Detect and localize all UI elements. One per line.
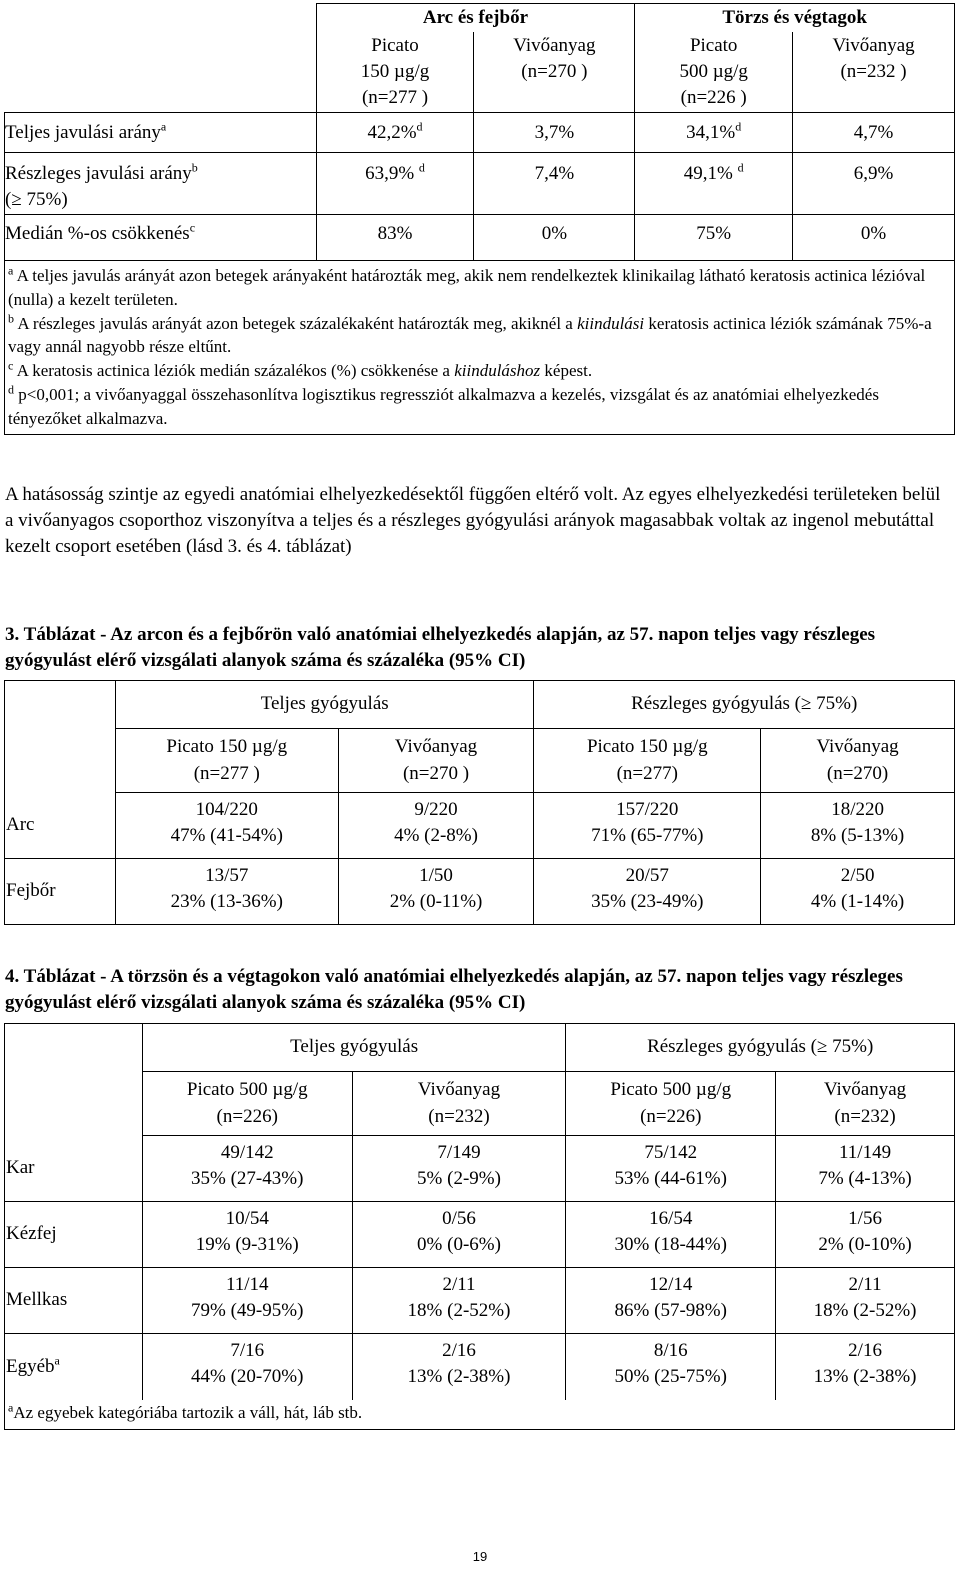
table-cell: 42,2%$^d$ bbox=[316, 113, 474, 153]
table-footnote: $^a$Az egyebek kategóriába tartozik a váll, hát, láb stb. bbox=[5, 1400, 955, 1430]
col-header-line: Picato bbox=[689, 35, 738, 57]
col-header-vehicle-270 bbox=[474, 32, 635, 113]
col-header-picato-150 bbox=[115, 729, 338, 793]
col-header-line: (n=226 ) bbox=[680, 87, 747, 109]
table-cell: 20/57 35% (23-49%) bbox=[534, 859, 761, 925]
row-label: Arc bbox=[5, 793, 116, 859]
table3-caption: 3. Táblázat - Az arcon és a fejbőrön való anatómiai elhelyezkedés alapján, az 57. napon teljes vagy részleges gyógyulást elérő vizsgálati alanyok száma és százaléka (95% CI) bbox=[5, 624, 876, 672]
col-header-line: Vivőanyag bbox=[832, 35, 915, 57]
table-cell: 9/220 4% (2-8%) bbox=[338, 793, 534, 859]
table-cell: 0/56 0% (0-6%) bbox=[352, 1202, 566, 1268]
table-cell: 2/11 18% (2-52%) bbox=[776, 1268, 955, 1334]
col-header-picato-150 bbox=[534, 729, 761, 793]
col-header-line: Picato bbox=[371, 35, 419, 57]
footnote-d: $^d$ p<0,001; a vivőanyaggal összehasonlítva logisztikus regressziót alkalmazva a kezelés, vizsgálat és az anatómiai elhelyezkedés tényezőket alkalmazva. bbox=[8, 382, 879, 428]
table3-face-scalp bbox=[4, 680, 955, 925]
col-header-line: (n=226) bbox=[216, 1105, 278, 1127]
table-cell: 10/54 19% (9-31%) bbox=[142, 1202, 352, 1268]
table-cell: 12/14 86% (57-98%) bbox=[566, 1268, 776, 1334]
col-header-line: (n=232) bbox=[834, 1105, 896, 1127]
table-row bbox=[5, 1202, 955, 1268]
table-row bbox=[5, 1268, 955, 1334]
table-cell: 0% bbox=[793, 215, 955, 261]
footnote-c: $^c$ A keratosis actinica léziók medián százalékos (%) csökkenése a kiinduláshoz képest. bbox=[8, 358, 593, 381]
table-cell: 75% bbox=[635, 215, 793, 261]
table-cell: 49,1% $^d$ bbox=[635, 153, 793, 215]
col-header-picato-500 bbox=[566, 1072, 776, 1136]
col-header-line: Vivőanyag bbox=[417, 1079, 501, 1101]
col-header-line: Vivőanyag bbox=[816, 736, 899, 758]
row-label: Fejbőr bbox=[5, 859, 116, 925]
col-header-line: (n=277 ) bbox=[361, 87, 429, 109]
table-cell: 7/16 44% (20-70%) bbox=[142, 1334, 352, 1400]
table-cell: 1/56 2% (0-10%) bbox=[776, 1202, 955, 1268]
table-cell: 2/16 13% (2-38%) bbox=[352, 1334, 566, 1400]
table-cell: 49/142 35% (27-43%) bbox=[142, 1136, 352, 1202]
footnote-b: $^b$ A részleges javulás arányát azon betegek százalékaként határozták meg, akiknél a kiindulási keratosis actinica léziók számának 75%-a vagy annál nagyobb része eltűnt. bbox=[8, 311, 932, 357]
table4-caption: 4. Táblázat - A törzsön és a végtagokon való anatómiai elhelyezkedés alapján, az 57. napon teljes vagy részleges gyógyulást elérő vizsgálati alanyok száma és százaléka (95% CI) bbox=[5, 966, 903, 1014]
table-row bbox=[5, 793, 955, 859]
table-row bbox=[5, 1334, 955, 1400]
page-number: 19 bbox=[472, 1549, 488, 1564]
efficacy-table bbox=[4, 3, 955, 435]
group-header-trunk-extremities: Törzs és végtagok bbox=[635, 4, 955, 33]
col-header-vehicle bbox=[761, 729, 955, 793]
col-header-line: Picato 500 µg/g bbox=[186, 1079, 308, 1101]
table-cell: 11/149 7% (4-13%) bbox=[776, 1136, 955, 1202]
table-cell: 4,7% bbox=[793, 113, 955, 153]
table-cell: 8/16 50% (25-75%) bbox=[566, 1334, 776, 1400]
body-paragraph: A hatásosság szintje az egyedi anatómiai elhelyezkedésektől függően eltérő volt. Az egyes elhelyezkedési területeken belül a vivőanyagos csoporthoz viszonyítva a teljes és a részleges gyógyulási arányok magasabbak voltak az ingenol mebutáttal kezelt csoport esetében (lásd 3. és 4. táblázat) bbox=[5, 484, 941, 558]
row-label: Medián %-os csökkenés$^c$ bbox=[5, 215, 317, 261]
table-cell: 104/220 47% (41-54%) bbox=[115, 793, 338, 859]
footnote-a: $^a$ A teljes javulás arányát azon betegek arányaként határozták meg, akik nem rendelkeztek klinikailag látható keratosis actinica lézióval (nulla) a kezelt területen. bbox=[8, 263, 926, 309]
group-header-complete: Teljes gyógyulás bbox=[115, 681, 534, 729]
col-header-line: (n=232 ) bbox=[840, 61, 907, 83]
row-label: Kézfej bbox=[5, 1202, 143, 1268]
col-header-picato-500 bbox=[142, 1072, 352, 1136]
row-label: Teljes javulási arány$^a$ bbox=[5, 113, 317, 153]
col-header-line: (n=270 ) bbox=[402, 762, 470, 784]
table-cell: 2/11 18% (2-52%) bbox=[352, 1268, 566, 1334]
table-cell: 11/14 79% (49-95%) bbox=[142, 1268, 352, 1334]
row-label: Egyéb$^a$ bbox=[5, 1334, 143, 1400]
group-header-partial: Részleges gyógyulás (≥ 75%) bbox=[534, 681, 955, 729]
col-header-line: (n=277) bbox=[616, 762, 678, 784]
col-header-line: (n=270 ) bbox=[521, 61, 588, 83]
col-header-line: (n=277 ) bbox=[193, 762, 260, 784]
table-row bbox=[5, 1136, 955, 1202]
col-header-picato-150 bbox=[316, 32, 474, 113]
table-cell: 2/16 13% (2-38%) bbox=[776, 1334, 955, 1400]
table-cell: 7/149 5% (2-9%) bbox=[352, 1136, 566, 1202]
table-cell: 3,7% bbox=[474, 113, 635, 153]
table-cell: 34,1%$^d$ bbox=[635, 113, 793, 153]
table-cell: 0% bbox=[474, 215, 635, 261]
row-label-line2: (≥ 75%) bbox=[5, 189, 68, 211]
col-header-line: Vivőanyag bbox=[513, 35, 596, 57]
table-cell: 7,4% bbox=[474, 153, 635, 215]
col-header-vehicle bbox=[352, 1072, 566, 1136]
row-label: Mellkas bbox=[5, 1268, 143, 1334]
group-header-face-scalp: Arc és fejbőr bbox=[316, 4, 635, 33]
table-cell: 6,9% bbox=[793, 153, 955, 215]
table-cell: 1/50 2% (0-11%) bbox=[338, 859, 534, 925]
row-label: Kar bbox=[5, 1136, 143, 1202]
group-header-partial: Részleges gyógyulás (≥ 75%) bbox=[566, 1024, 955, 1072]
col-header-line: Vivőanyag bbox=[394, 736, 478, 758]
col-header-line: (n=226) bbox=[640, 1105, 702, 1127]
table4-trunk-extremities bbox=[4, 1023, 955, 1430]
col-header-line: 500 µg/g bbox=[679, 61, 748, 83]
group-header-complete: Teljes gyógyulás bbox=[142, 1024, 566, 1072]
table-row bbox=[5, 113, 955, 153]
col-header-vehicle bbox=[338, 729, 534, 793]
col-header-line: Picato 500 µg/g bbox=[610, 1079, 732, 1101]
col-header-line: Picato 150 µg/g bbox=[166, 736, 288, 758]
table-cell: 83% bbox=[316, 215, 474, 261]
header-blank-cell bbox=[5, 681, 116, 793]
header-blank-cell bbox=[5, 4, 317, 113]
col-header-vehicle-232 bbox=[793, 32, 955, 113]
table-cell: 157/220 71% (65-77%) bbox=[534, 793, 761, 859]
table-cell: 75/142 53% (44-61%) bbox=[566, 1136, 776, 1202]
col-header-line: Picato 150 µg/g bbox=[586, 736, 708, 758]
col-header-line: (n=232) bbox=[428, 1105, 490, 1127]
col-header-vehicle bbox=[776, 1072, 955, 1136]
table-cell: 63,9% $^d$ bbox=[316, 153, 474, 215]
table-cell: 2/50 4% (1-14%) bbox=[761, 859, 955, 925]
table-cell: 13/57 23% (13-36%) bbox=[115, 859, 338, 925]
table-row bbox=[5, 153, 955, 215]
table-cell: 18/220 8% (5-13%) bbox=[761, 793, 955, 859]
col-header-line: Vivőanyag bbox=[823, 1079, 907, 1101]
table-row bbox=[5, 859, 955, 925]
table-row bbox=[5, 215, 955, 261]
col-header-line: (n=270) bbox=[826, 762, 889, 784]
col-header-picato-500 bbox=[635, 32, 793, 113]
table-footnotes bbox=[5, 261, 955, 435]
table-cell: 16/54 30% (18-44%) bbox=[566, 1202, 776, 1268]
row-label: Részleges javulási arány$^b$ (≥ 75%) bbox=[5, 153, 317, 215]
col-header-line: 150 µg/g bbox=[360, 61, 430, 83]
header-blank-cell bbox=[5, 1024, 143, 1136]
